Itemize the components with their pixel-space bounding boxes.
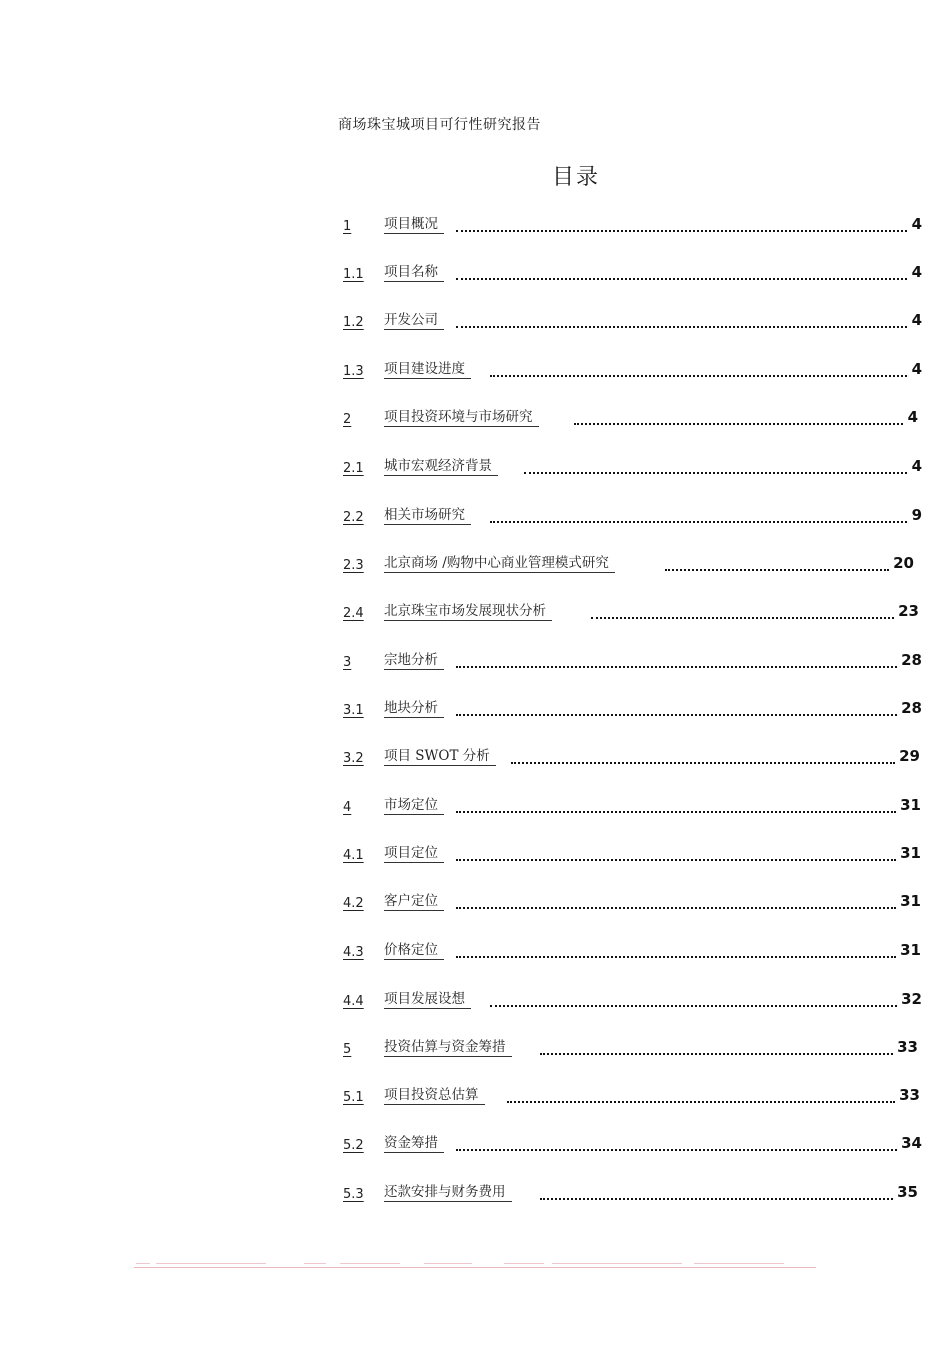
toc-entry-label: 项目 SWOT 分析 — [384, 744, 496, 766]
toc-entry-number: 5.2 — [343, 1138, 364, 1153]
toc-dot-leader — [456, 956, 896, 958]
toc-entry-page: 31 — [900, 796, 921, 814]
toc-dot-leader — [456, 326, 907, 328]
toc-entry-label: 开发公司 — [384, 308, 444, 330]
toc-dot-leader — [574, 423, 903, 425]
toc-entry-page: 4 — [911, 457, 922, 475]
toc-entry-page: 31 — [900, 941, 921, 959]
toc-entry-page: 32 — [901, 990, 922, 1008]
toc-entry-label: 项目投资总估算 — [384, 1083, 485, 1105]
toc-entry[interactable] — [0, 456, 950, 478]
toc-entry[interactable] — [0, 601, 950, 623]
toc-entry-label: 地块分析 — [384, 696, 444, 718]
toc-entry-page: 31 — [900, 844, 921, 862]
toc-dot-leader — [456, 278, 907, 280]
toc-entry[interactable] — [0, 1037, 950, 1059]
toc-entry-number: 1.3 — [343, 364, 364, 379]
toc-entry-number: 2 — [343, 412, 352, 427]
toc-dot-leader — [456, 1149, 897, 1151]
toc-entry-page: 33 — [899, 1086, 920, 1104]
toc-entry-label: 项目投资环境与市场研究 — [384, 405, 539, 427]
toc-entry-label: 项目名称 — [384, 260, 444, 282]
toc-entry-number: 3.2 — [343, 751, 364, 766]
toc-entry-number: 2.1 — [343, 461, 364, 476]
toc-entry-number: 2.3 — [343, 558, 364, 573]
toc-entry-number: 3 — [343, 655, 352, 670]
toc-entry[interactable] — [0, 505, 950, 527]
toc-entry-label: 城市宏观经济背景 — [384, 454, 498, 476]
toc-entry[interactable] — [0, 989, 950, 1011]
toc-dot-leader — [456, 907, 896, 909]
toc-dot-leader — [456, 859, 896, 861]
toc-entry-number: 2.2 — [343, 510, 364, 525]
toc-entry-page: 35 — [897, 1183, 918, 1201]
toc-dot-leader — [507, 1101, 895, 1103]
toc-entry-number: 5.1 — [343, 1090, 364, 1105]
toc-entry-label: 北京珠宝市场发展现状分析 — [384, 599, 552, 621]
toc-entry-label: 价格定位 — [384, 938, 444, 960]
toc-entry-page: 33 — [897, 1038, 918, 1056]
toc-dot-leader — [456, 811, 896, 813]
toc-entry-label: 相关市场研究 — [384, 503, 471, 525]
toc-entry-number: 4.4 — [343, 994, 364, 1009]
toc-dot-leader — [540, 1198, 893, 1200]
toc-entry-label: 北京商场 /购物中心商业管理模式研究 — [384, 551, 615, 573]
toc-dot-leader — [490, 375, 907, 377]
toc-dot-leader — [511, 762, 895, 764]
toc-dot-leader — [490, 1005, 897, 1007]
toc-entry[interactable] — [0, 650, 950, 672]
toc-entry[interactable] — [0, 891, 950, 913]
toc-dot-leader — [524, 472, 907, 474]
toc-dot-leader — [490, 521, 907, 523]
toc-entry-page: 29 — [899, 747, 920, 765]
toc-dot-leader — [456, 666, 897, 668]
toc-entry-page: 31 — [900, 892, 921, 910]
toc-entry-page: 23 — [898, 602, 919, 620]
toc-entry-number: 4 — [343, 800, 352, 815]
toc-entry-page: 4 — [911, 360, 922, 378]
toc-dot-leader — [665, 569, 889, 571]
toc-entry[interactable] — [0, 1133, 950, 1155]
toc-entry-page: 4 — [907, 408, 918, 426]
toc-entry[interactable] — [0, 1182, 950, 1204]
toc-entry-number: 5.3 — [343, 1187, 364, 1202]
toc-entry-number: 4.3 — [343, 945, 364, 960]
toc-entry-label: 投资估算与资金筹措 — [384, 1035, 512, 1057]
toc-entry-label: 项目建设进度 — [384, 357, 471, 379]
toc-entry-page: 28 — [901, 651, 922, 669]
toc-entry[interactable] — [0, 1085, 950, 1107]
toc-entry-number: 1.1 — [343, 267, 364, 282]
toc-entry-label: 还款安排与财务费用 — [384, 1180, 512, 1202]
toc-entry[interactable] — [0, 843, 950, 865]
toc-entry[interactable] — [0, 698, 950, 720]
toc-dot-leader — [456, 230, 907, 232]
toc-dot-leader — [540, 1053, 893, 1055]
toc-entry-number: 3.1 — [343, 703, 364, 718]
toc-dot-leader — [456, 714, 897, 716]
toc-entry[interactable] — [0, 359, 950, 381]
document-header: 商场珠宝城项目可行性研究报告 — [338, 117, 541, 133]
toc-entry-page: 9 — [911, 506, 922, 524]
toc-entry[interactable] — [0, 940, 950, 962]
toc-entry[interactable] — [0, 553, 950, 575]
toc-entry-label: 项目概况 — [384, 212, 444, 234]
toc-entry-number: 1 — [343, 219, 352, 234]
toc-entry[interactable] — [0, 214, 950, 236]
toc-entry[interactable] — [0, 262, 950, 284]
toc-entry[interactable] — [0, 795, 950, 817]
toc-entry-number: 4.2 — [343, 896, 364, 911]
toc-title: 目录 — [551, 165, 600, 190]
toc-entry-page: 4 — [911, 263, 922, 281]
toc-entry-label: 项目发展设想 — [384, 987, 471, 1009]
toc-entry-page: 34 — [901, 1134, 922, 1152]
toc-entry[interactable] — [0, 407, 950, 429]
toc-entry-number: 5 — [343, 1042, 352, 1057]
toc-entry-number: 1.2 — [343, 315, 364, 330]
toc-entry[interactable] — [0, 746, 950, 768]
toc-entry-page: 28 — [901, 699, 922, 717]
toc-entry-label: 宗地分析 — [384, 648, 444, 670]
toc-entry-label: 市场定位 — [384, 793, 444, 815]
toc-entry-page: 20 — [893, 554, 914, 572]
footer-marks — [134, 1263, 816, 1267]
toc-entry-page: 4 — [911, 311, 922, 329]
toc-entry-label: 项目定位 — [384, 841, 444, 863]
toc-dot-leader — [591, 617, 894, 619]
toc-entry-label: 客户定位 — [384, 889, 444, 911]
toc-entry[interactable] — [0, 310, 950, 332]
toc-entry-number: 2.4 — [343, 606, 364, 621]
toc-entry-page: 4 — [911, 215, 922, 233]
toc-entry-number: 4.1 — [343, 848, 364, 863]
footer-divider — [134, 1267, 816, 1268]
toc-entry-label: 资金筹措 — [384, 1131, 444, 1153]
